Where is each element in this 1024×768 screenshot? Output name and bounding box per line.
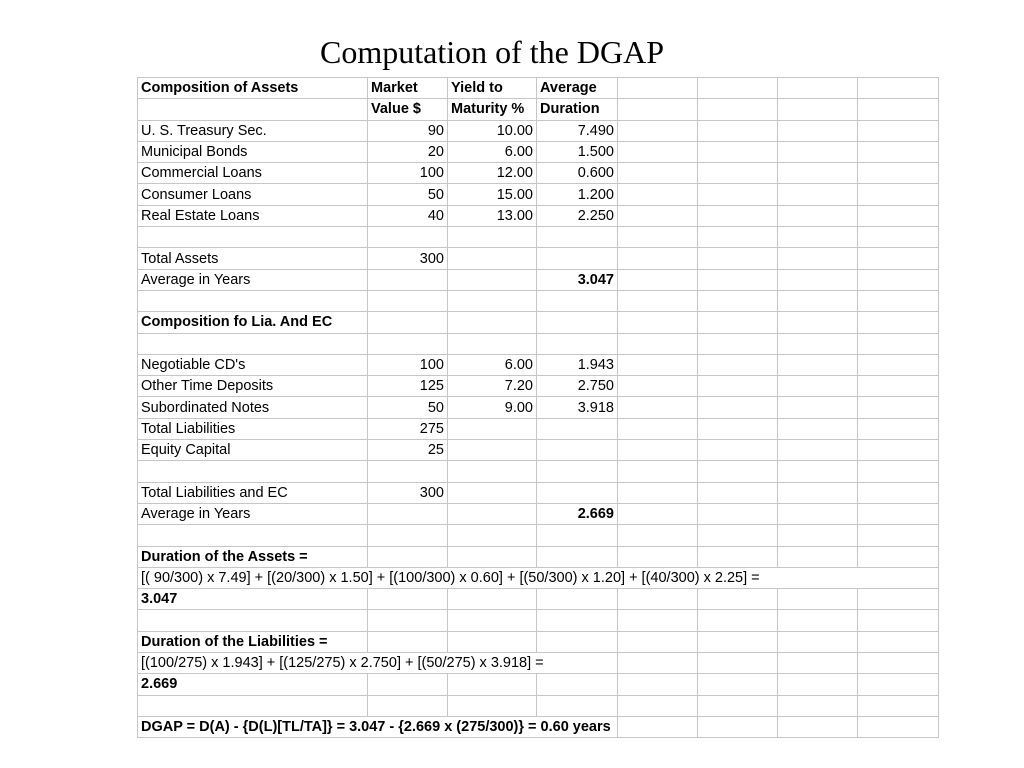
total-assets-value: 300 bbox=[368, 248, 448, 269]
asset-duration: 1.200 bbox=[537, 184, 618, 205]
total-liabilities-ec-value: 300 bbox=[368, 482, 448, 503]
average-assets-duration: 3.047 bbox=[537, 269, 618, 290]
table-row bbox=[138, 120, 939, 141]
blank-row bbox=[138, 227, 939, 248]
duration-liabilities-heading-row bbox=[138, 631, 939, 652]
equity-capital-value: 25 bbox=[368, 440, 448, 461]
asset-duration: 1.500 bbox=[537, 141, 618, 162]
asset-duration: 0.600 bbox=[537, 163, 618, 184]
blank-row bbox=[138, 610, 939, 631]
duration-liabilities-formula: [(100/275) x 1.943] + [(125/275) x 2.750] + [(50/275) x 3.918] = bbox=[138, 653, 618, 674]
average-assets-label: Average in Years bbox=[138, 269, 368, 290]
table-row bbox=[138, 397, 939, 418]
dgap-row bbox=[138, 716, 939, 737]
header-duration: Duration bbox=[537, 99, 618, 120]
blank-row bbox=[138, 695, 939, 716]
duration-assets-result-row bbox=[138, 589, 939, 610]
table-row bbox=[138, 141, 939, 162]
average-liabilities-label: Average in Years bbox=[138, 503, 368, 524]
asset-value: 90 bbox=[368, 120, 448, 141]
average-assets-row bbox=[138, 269, 939, 290]
asset-name: Commercial Loans bbox=[138, 163, 368, 184]
duration-liabilities-heading: Duration of the Liabilities = bbox=[138, 631, 368, 652]
asset-yield: 10.00 bbox=[448, 120, 537, 141]
liability-yield: 9.00 bbox=[448, 397, 537, 418]
asset-duration: 7.490 bbox=[537, 120, 618, 141]
table-row bbox=[138, 163, 939, 184]
header-market: Market bbox=[368, 78, 448, 99]
header-yield-to: Yield to bbox=[448, 78, 537, 99]
header-average: Average bbox=[537, 78, 618, 99]
average-liabilities-duration: 2.669 bbox=[537, 503, 618, 524]
total-liabilities-label: Total Liabilities bbox=[138, 418, 368, 439]
liability-name: Other Time Deposits bbox=[138, 376, 368, 397]
liability-value: 100 bbox=[368, 354, 448, 375]
liability-duration: 3.918 bbox=[537, 397, 618, 418]
asset-yield: 15.00 bbox=[448, 184, 537, 205]
duration-assets-heading-row bbox=[138, 546, 939, 567]
liability-yield: 6.00 bbox=[448, 354, 537, 375]
blank-row bbox=[138, 525, 939, 546]
liability-duration: 2.750 bbox=[537, 376, 618, 397]
table-row bbox=[138, 205, 939, 226]
table-row bbox=[138, 376, 939, 397]
table-row bbox=[138, 354, 939, 375]
liability-name: Subordinated Notes bbox=[138, 397, 368, 418]
liability-value: 50 bbox=[368, 397, 448, 418]
asset-duration: 2.250 bbox=[537, 205, 618, 226]
duration-assets-heading: Duration of the Assets = bbox=[138, 546, 368, 567]
duration-liabilities-formula-row bbox=[138, 653, 939, 674]
asset-name: Real Estate Loans bbox=[138, 205, 368, 226]
slide-title: Computation of the DGAP bbox=[320, 34, 664, 70]
asset-yield: 6.00 bbox=[448, 141, 537, 162]
total-liabilities-value: 275 bbox=[368, 418, 448, 439]
liability-duration: 1.943 bbox=[537, 354, 618, 375]
asset-name: Municipal Bonds bbox=[138, 141, 368, 162]
dgap-formula: DGAP = D(A) - {D(L)[TL/TA]} = 3.047 - {2.669 x (275/300)} = 0.60 years bbox=[138, 716, 618, 737]
average-liabilities-row bbox=[138, 503, 939, 524]
asset-value: 100 bbox=[368, 163, 448, 184]
table-header-row bbox=[138, 78, 939, 99]
total-liabilities-ec-label: Total Liabilities and EC bbox=[138, 482, 368, 503]
header-maturity: Maturity % bbox=[448, 99, 537, 120]
equity-capital-row bbox=[138, 440, 939, 461]
dgap-spreadsheet bbox=[137, 77, 939, 738]
asset-name: Consumer Loans bbox=[138, 184, 368, 205]
asset-value: 20 bbox=[368, 141, 448, 162]
duration-liabilities-result-row bbox=[138, 674, 939, 695]
blank-row bbox=[138, 461, 939, 482]
header-value: Value $ bbox=[368, 99, 448, 120]
total-liabilities-row bbox=[138, 418, 939, 439]
asset-yield: 13.00 bbox=[448, 205, 537, 226]
duration-assets-formula-row bbox=[138, 567, 939, 588]
liability-yield: 7.20 bbox=[448, 376, 537, 397]
total-liabilities-ec-row bbox=[138, 482, 939, 503]
asset-value: 40 bbox=[368, 205, 448, 226]
liability-name: Negotiable CD's bbox=[138, 354, 368, 375]
liabilities-header-row bbox=[138, 312, 939, 333]
duration-liabilities-result: 2.669 bbox=[138, 674, 368, 695]
total-assets-label: Total Assets bbox=[138, 248, 368, 269]
asset-yield: 12.00 bbox=[448, 163, 537, 184]
liability-value: 125 bbox=[368, 376, 448, 397]
duration-assets-result: 3.047 bbox=[138, 589, 368, 610]
header-composition-of-assets: Composition of Assets bbox=[138, 78, 368, 99]
blank-row bbox=[138, 333, 939, 354]
asset-name: U. S. Treasury Sec. bbox=[138, 120, 368, 141]
equity-capital-label: Equity Capital bbox=[138, 440, 368, 461]
table-header-row bbox=[138, 99, 939, 120]
duration-assets-formula: [( 90/300) x 7.49] + [(20/300) x 1.50] + [(100/300) x 0.60] + [(50/300) x 1.20] + [(40/300) x 2.25] = bbox=[138, 567, 939, 588]
asset-value: 50 bbox=[368, 184, 448, 205]
liabilities-section-heading: Composition fo Lia. And EC bbox=[138, 312, 368, 333]
total-assets-row bbox=[138, 248, 939, 269]
blank-row bbox=[138, 290, 939, 311]
table-row bbox=[138, 184, 939, 205]
